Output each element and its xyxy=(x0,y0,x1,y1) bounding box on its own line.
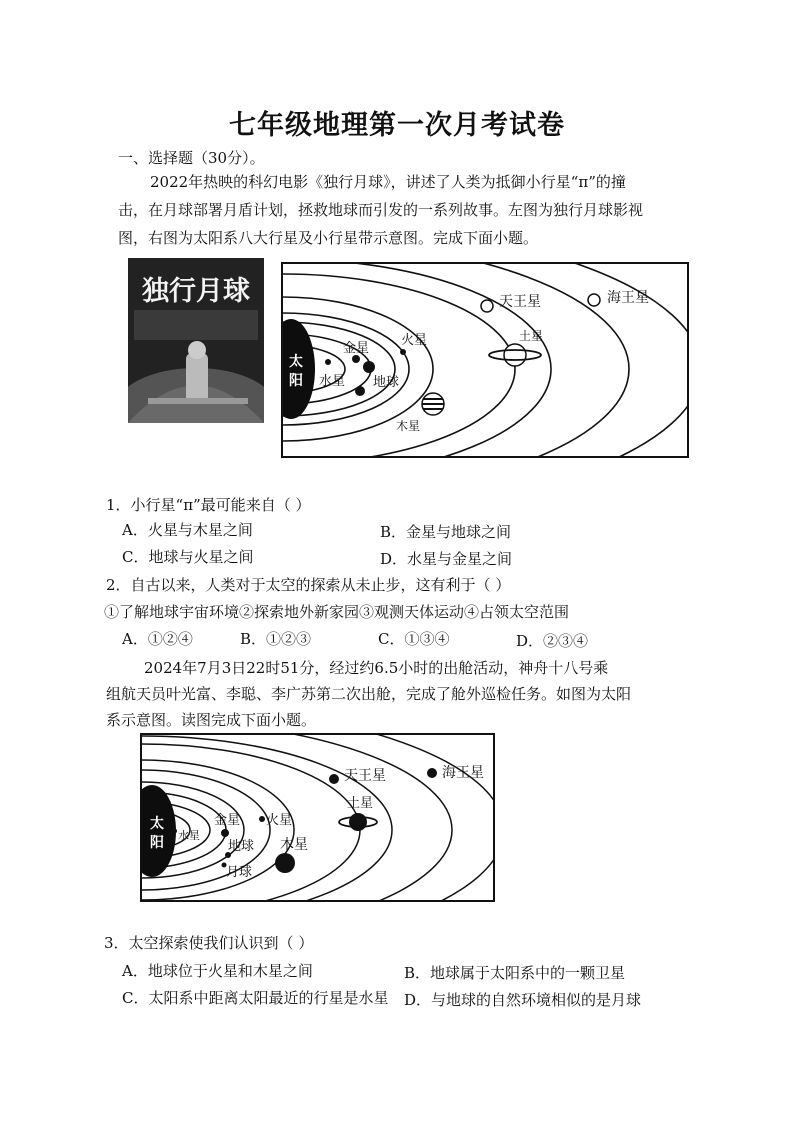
question-2-option-c[interactable]: C．①③④ xyxy=(378,630,450,648)
uranus-dot xyxy=(329,774,339,784)
question-2-option-a[interactable]: A．①②④ xyxy=(122,630,193,648)
uranus-label: 天王星 xyxy=(344,768,386,784)
page-title: 七年级地理第一次月考试卷 xyxy=(229,110,565,141)
question-2-items: ①了解地球宇宙环境②探索地外新家园③观测天体运动④占领太空范围 xyxy=(104,603,570,621)
neptune-dot xyxy=(427,768,437,778)
mars-dot xyxy=(400,349,406,355)
sun-label: 太 xyxy=(289,354,303,370)
mars-label: 火星 xyxy=(266,813,293,828)
venus-label: 金星 xyxy=(343,341,370,356)
solar-system-figure-1 xyxy=(281,262,689,458)
neptune-label: 海王星 xyxy=(607,290,649,306)
question-1-stem: 1．小行星“π”最可能来自（ ） xyxy=(106,496,311,514)
moon-label: 月球 xyxy=(226,865,253,880)
venus-label: 金星 xyxy=(214,813,241,828)
intro2-paragraph-line: 2024年7月3日22时51分，经过约6.5小时的出舱活动，神舟十八号乘 xyxy=(144,659,609,677)
sun-label: 阳 xyxy=(289,373,303,389)
poster-title: 独行月球 xyxy=(142,276,250,307)
question-1-option-d[interactable]: D．水星与金星之间 xyxy=(380,550,513,568)
intro2-paragraph-line: 组航天员叶光富、李聪、李广苏第二次出舱，完成了舱外巡检任务。如图为太阳 xyxy=(106,685,632,703)
earth-label: 地球 xyxy=(228,839,255,854)
saturn-shape xyxy=(349,813,367,831)
solar-system-diagram-2 xyxy=(142,735,493,900)
neptune-label: 海王星 xyxy=(442,765,484,781)
earth-dot xyxy=(363,361,375,373)
jupiter-dot xyxy=(275,853,295,873)
intro2-paragraph-line: 系示意图。读图完成下面小题。 xyxy=(106,711,317,729)
jupiter-label: 木星 xyxy=(396,419,421,433)
uranus-label: 天王星 xyxy=(499,294,541,310)
uranus-dot xyxy=(481,300,493,312)
mars-dot xyxy=(259,816,265,822)
question-3-option-a[interactable]: A．地球位于火星和木星之间 xyxy=(122,962,313,980)
venus-dot xyxy=(352,355,360,363)
mercury-dot xyxy=(171,828,177,834)
saturn-shape xyxy=(504,344,526,366)
question-3-option-c[interactable]: C．太阳系中距离太阳最近的行星是水星 xyxy=(122,989,389,1007)
intro-paragraph-line: 2022年热映的科幻电影《独行月球》，讲述了人类为抵御小行星“π”的撞 xyxy=(150,173,626,191)
question-2-option-d[interactable]: D．②③④ xyxy=(516,632,589,650)
question-3-option-d[interactable]: D．与地球的自然环境相似的是月球 xyxy=(404,991,642,1009)
asteroid-dot xyxy=(355,386,365,396)
question-1-option-b[interactable]: B．金星与地球之间 xyxy=(380,523,512,541)
earth-label: 地球 xyxy=(373,375,400,390)
intro-paragraph-line: 图，右图为太阳系八大行星及小行星带示意图。完成下面小题。 xyxy=(118,229,539,247)
section-heading: 一、选择题（30分）。 xyxy=(118,149,265,167)
movie-poster-image xyxy=(128,258,264,423)
mercury-dot xyxy=(325,359,331,365)
saturn-label: 土星 xyxy=(347,796,374,811)
solar-system-figure-2 xyxy=(140,733,495,902)
sun-label: 太 xyxy=(150,816,164,832)
question-1-option-c[interactable]: C．地球与火星之间 xyxy=(122,548,254,566)
solar-system-diagram-1 xyxy=(283,264,687,456)
poster-artwork xyxy=(128,258,264,423)
question-2-option-b[interactable]: B．①②③ xyxy=(240,630,312,648)
question-3-stem: 3．太空探索使我们认识到（ ） xyxy=(104,934,314,952)
question-1-option-a[interactable]: A．火星与木星之间 xyxy=(122,521,253,539)
sun-label: 阳 xyxy=(150,835,164,851)
question-2-stem: 2．自古以来，人类对于太空的探索从未止步，这有利于（ ） xyxy=(106,576,511,594)
mars-label: 火星 xyxy=(401,333,428,348)
question-3-option-b[interactable]: B．地球属于太阳系中的一颗卫星 xyxy=(404,964,626,982)
mercury-label: 水星 xyxy=(178,829,200,842)
saturn-label: 土星 xyxy=(519,329,544,343)
jupiter-label: 木星 xyxy=(280,837,308,853)
mercury-label: 水星 xyxy=(319,374,346,389)
neptune-dot xyxy=(588,294,600,306)
intro-paragraph-line: 击，在月球部署月盾计划，拯救地球而引发的一系列故事。左图为独行月球影视 xyxy=(118,201,644,219)
venus-dot xyxy=(221,829,229,837)
